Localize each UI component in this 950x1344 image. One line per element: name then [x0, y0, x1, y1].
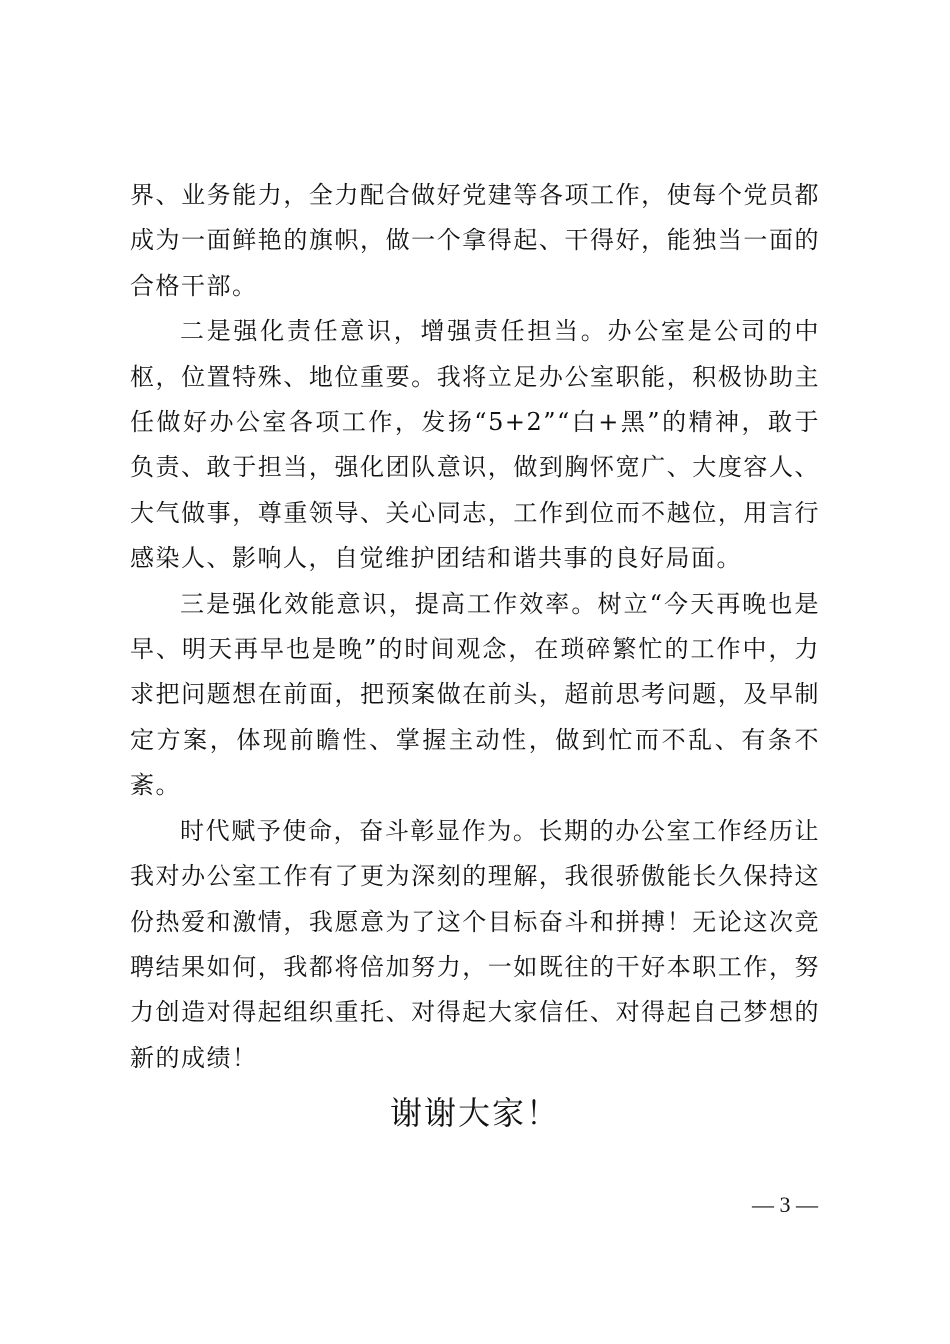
paragraph-efficiency: 三是强化效能意识，提高工作效率。树立“今天再晚也是早、明天再早也是晚”的时间观念，在琐碎繁忙的工作中，力求把问题想在前面，把预案做在前头，超前思考问题，及早制定方案，体现前瞻性、掌握主动性，做到忙而不乱、有条不紊。 — [130, 589, 820, 800]
paragraph-continuation: 界、业务能力，全力配合做好党建等各项工作，使每个党员都成为一面鲜艳的旗帜，做一个拿得起、干得好，能独当一面的合格干部。 — [130, 181, 820, 300]
document-body — [130, 173, 820, 1143]
paragraph-conclusion: 时代赋予使命，奋斗彰显作为。长期的办公室工作经历让我对办公室工作有了更为深刻的理解，我很骄傲能长久保持这份热爱和激情，我愿意为了这个目标奋斗和拼搏！无论这次竞聘结果如何，我都将倍加努力，一如既往的干好本职工作，努力创造对得起组织重托、对得起大家信任、对得起自己梦想的新的成绩！ — [130, 816, 820, 1072]
closing-thanks: 谢谢大家！ — [389, 1094, 560, 1133]
paragraph-responsibility: 二是强化责任意识，增强责任担当。办公室是公司的中枢，位置特殊、地位重要。我将立足办公室职能，积极协助主任做好办公室各项工作，发扬“5+2”“白+黑”的精神，敢于负责、敢于担当，强化团队意识，做到胸怀宽广、大度容人、大气做事，尊重领导、关心同志，工作到位而不越位，用言行感染人、影响人，自觉维护团结和谐共事的良好局面。 — [130, 317, 820, 573]
page-number: — 3 — — [752, 1192, 818, 1217]
